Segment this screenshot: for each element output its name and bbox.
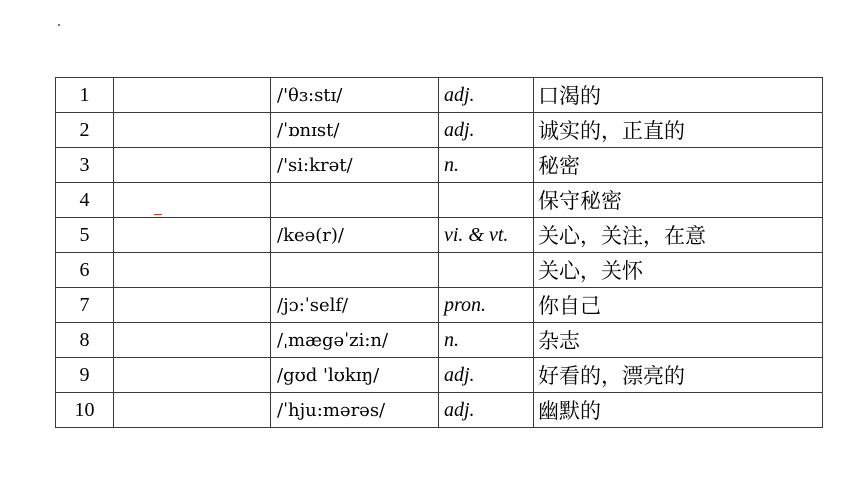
table-row [56,288,823,323]
slide-corner-dot [58,24,60,26]
phonetic-cell: /'θɜ:stɪ/ [271,78,439,113]
part-of-speech-cell: adj. [439,113,534,148]
part-of-speech-cell: pron. [439,288,534,323]
chinese-meaning-cell: 口渴的 [534,78,823,113]
row-number: 9 [56,358,114,393]
row-number: 8 [56,323,114,358]
word-blank-cell[interactable] [114,358,271,393]
phonetic-cell: /ˌmægəˈzi:n/ [271,323,439,358]
chinese-meaning-cell: 关心，关注，在意 [534,218,823,253]
part-of-speech-cell: n. [439,323,534,358]
part-of-speech-cell: adj. [439,393,534,428]
chinese-meaning-cell: 关心，关怀 [534,253,823,288]
phonetic-cell [271,253,439,288]
table-row [56,148,823,183]
part-of-speech-cell: adj. [439,358,534,393]
phonetic-cell: /keə(r)/ [271,218,439,253]
word-blank-cell[interactable] [114,148,271,183]
word-blank-cell[interactable] [114,253,271,288]
part-of-speech-cell: n. [439,148,534,183]
table-row [56,218,823,253]
chinese-meaning-cell: 秘密 [534,148,823,183]
part-of-speech-cell: adj. [439,78,534,113]
vocabulary-table-body [56,78,823,428]
row-number: 3 [56,148,114,183]
phonetic-cell [271,183,439,218]
part-of-speech-cell [439,253,534,288]
chinese-meaning-cell: 你自己 [534,288,823,323]
row-number: 4 [56,183,114,218]
word-blank-cell[interactable] [114,393,271,428]
chinese-meaning-cell: 好看的，漂亮的 [534,358,823,393]
word-blank-cell[interactable] [114,78,271,113]
row-number: 6 [56,253,114,288]
phonetic-cell: /ˈhju:mərəs/ [271,393,439,428]
chinese-meaning-cell: 杂志 [534,323,823,358]
table-row [56,78,823,113]
row-number: 2 [56,113,114,148]
row-number: 1 [56,78,114,113]
phonetic-cell: /'si:krət/ [271,148,439,183]
row-number: 10 [56,393,114,428]
chinese-meaning-cell: 诚实的，正直的 [534,113,823,148]
row-number: 7 [56,288,114,323]
vocabulary-table [55,77,823,428]
table-row [56,113,823,148]
chinese-meaning-cell: 保守秘密 [534,183,823,218]
table-row [56,358,823,393]
table-row [56,183,823,218]
word-blank-cell[interactable] [114,183,271,218]
phonetic-cell: /ˈɒnɪst/ [271,113,439,148]
part-of-speech-cell [439,183,534,218]
chinese-meaning-cell: 幽默的 [534,393,823,428]
word-blank-cell[interactable] [114,218,271,253]
word-blank-cell[interactable] [114,288,271,323]
table-row [56,393,823,428]
phonetic-cell: /jɔ:ˈself/ [271,288,439,323]
word-blank-cell[interactable] [114,323,271,358]
word-blank-cell[interactable] [114,113,271,148]
part-of-speech-cell: vi. & vt. [439,218,534,253]
row-number: 5 [56,218,114,253]
table-row [56,323,823,358]
table-row [56,253,823,288]
phonetic-cell: /gʊd 'lʊkɪŋ/ [271,358,439,393]
